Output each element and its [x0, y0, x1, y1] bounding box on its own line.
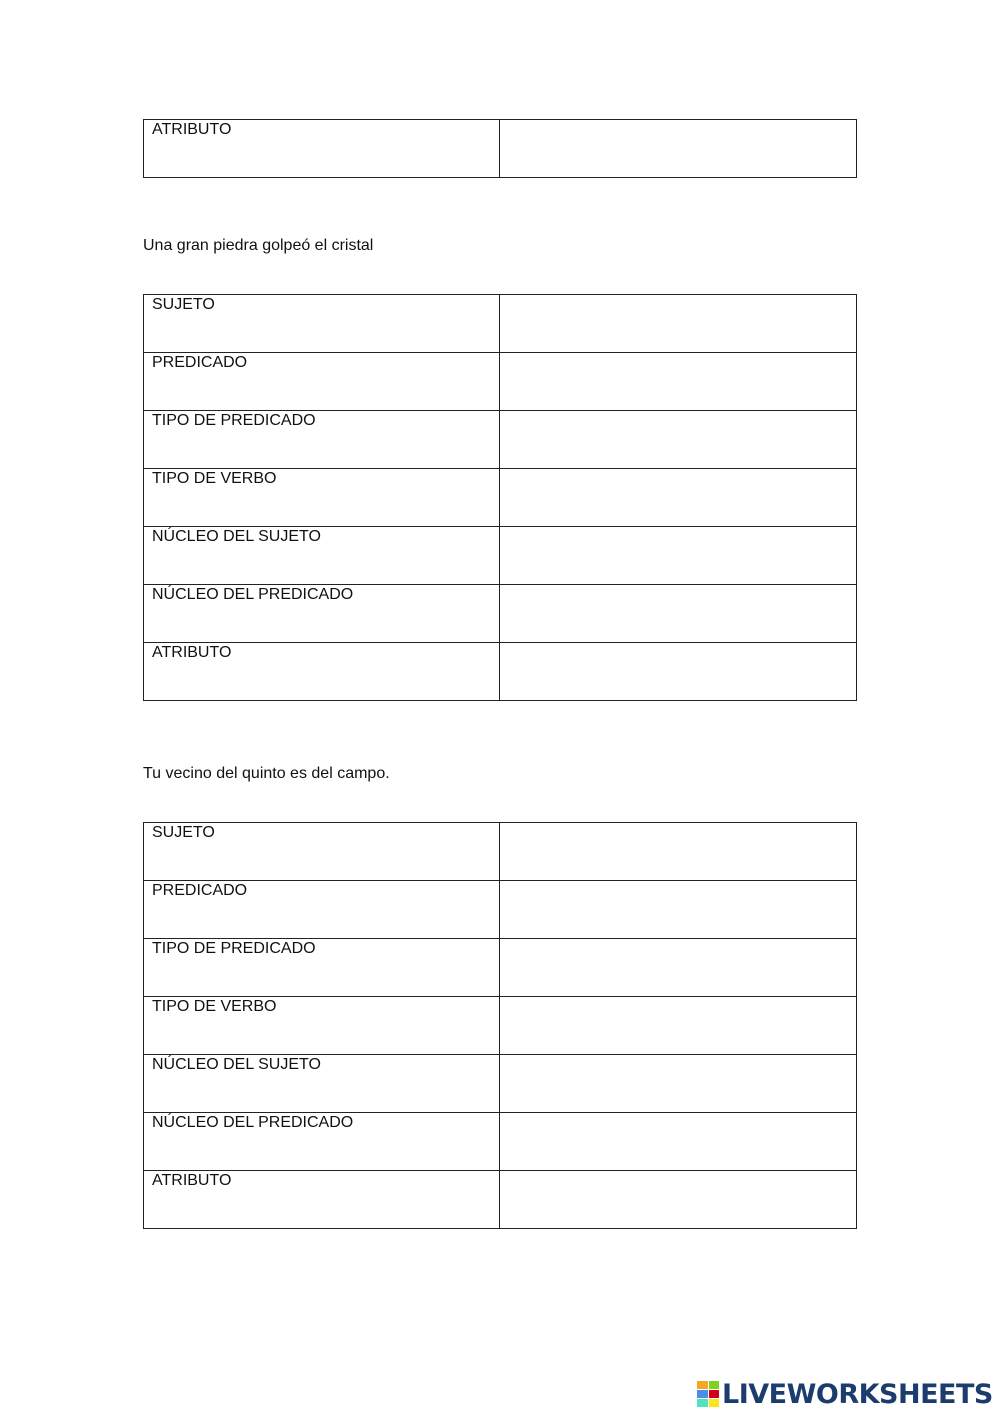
analysis-table-1 — [143, 119, 857, 178]
row-label: SUJETO — [144, 823, 500, 881]
answer-cell[interactable] — [500, 997, 857, 1055]
logo-text: LIVEWORKSHEETS — [722, 1378, 993, 1410]
answer-cell[interactable] — [500, 1055, 857, 1113]
liveworksheets-logo[interactable] — [697, 1376, 993, 1412]
row-label: NÚCLEO DEL PREDICADO — [144, 585, 500, 643]
answer-cell[interactable] — [500, 295, 857, 353]
table-row — [144, 120, 857, 178]
row-label: SUJETO — [144, 295, 500, 353]
table-row — [144, 295, 857, 353]
table-row — [144, 1055, 857, 1113]
table-row — [144, 411, 857, 469]
table-row — [144, 823, 857, 881]
analysis-table-2 — [143, 294, 857, 701]
row-label: PREDICADO — [144, 353, 500, 411]
row-label: TIPO DE PREDICADO — [144, 939, 500, 997]
logo-blocks-icon — [697, 1381, 719, 1407]
sentence-3: Tu vecino del quinto es del campo. — [143, 765, 390, 782]
answer-cell[interactable] — [500, 881, 857, 939]
table-row — [144, 1171, 857, 1229]
answer-cell[interactable] — [500, 643, 857, 701]
logo-block — [697, 1390, 708, 1398]
answer-cell[interactable] — [500, 939, 857, 997]
table-row — [144, 527, 857, 585]
table-row — [144, 585, 857, 643]
logo-block — [697, 1399, 708, 1407]
answer-cell[interactable] — [500, 1171, 857, 1229]
table-row — [144, 469, 857, 527]
row-label: NÚCLEO DEL PREDICADO — [144, 1113, 500, 1171]
answer-cell[interactable] — [500, 527, 857, 585]
row-label: NÚCLEO DEL SUJETO — [144, 1055, 500, 1113]
answer-cell[interactable] — [500, 1113, 857, 1171]
sentence-2: Una gran piedra golpeó el cristal — [143, 237, 374, 254]
row-label: TIPO DE VERBO — [144, 469, 500, 527]
table-row — [144, 881, 857, 939]
row-label: ATRIBUTO — [144, 120, 500, 178]
table-row — [144, 643, 857, 701]
logo-block — [709, 1390, 720, 1398]
answer-cell[interactable] — [500, 469, 857, 527]
row-label: PREDICADO — [144, 881, 500, 939]
table-row — [144, 353, 857, 411]
table-row — [144, 997, 857, 1055]
row-label: NÚCLEO DEL SUJETO — [144, 527, 500, 585]
logo-block — [697, 1381, 708, 1389]
analysis-table-3 — [143, 822, 857, 1229]
row-label: ATRIBUTO — [144, 1171, 500, 1229]
row-label: TIPO DE VERBO — [144, 997, 500, 1055]
logo-block — [709, 1399, 720, 1407]
row-label: TIPO DE PREDICADO — [144, 411, 500, 469]
row-label: ATRIBUTO — [144, 643, 500, 701]
answer-cell[interactable] — [500, 353, 857, 411]
table-row — [144, 1113, 857, 1171]
answer-cell[interactable] — [500, 823, 857, 881]
answer-cell[interactable] — [500, 585, 857, 643]
answer-cell[interactable] — [500, 411, 857, 469]
table-row — [144, 939, 857, 997]
logo-block — [709, 1381, 720, 1389]
answer-cell[interactable] — [500, 120, 857, 178]
